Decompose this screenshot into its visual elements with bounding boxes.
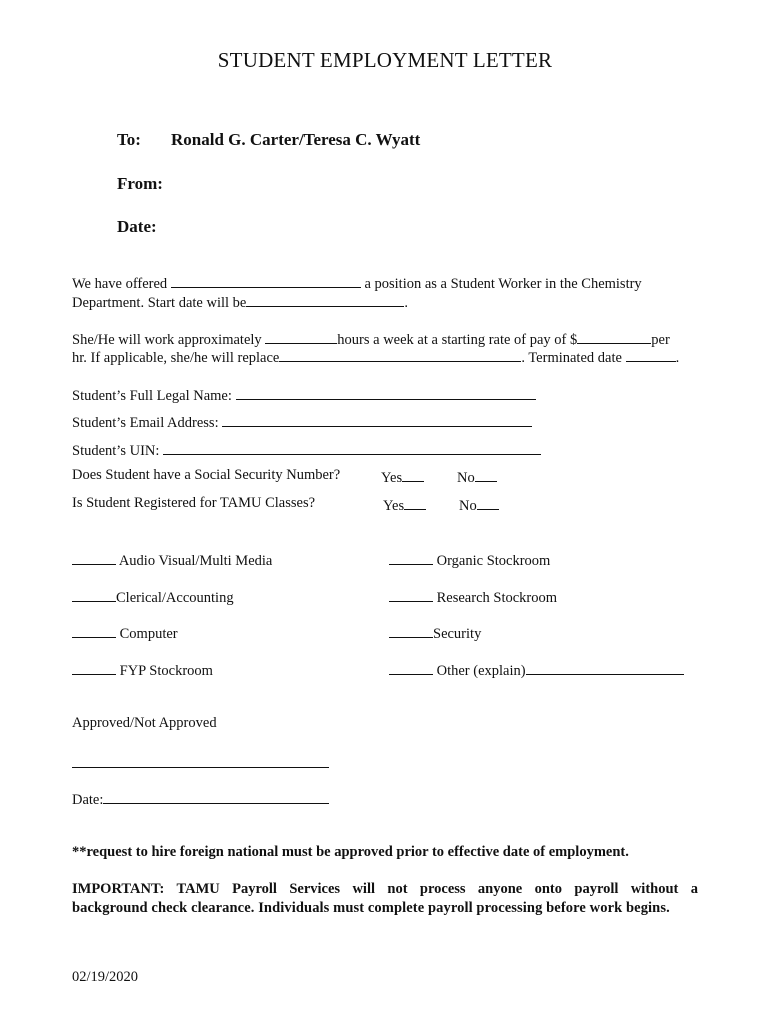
approval-date-row — [72, 789, 329, 809]
to-value: Ronald G. Carter/Teresa C. Wyatt — [171, 130, 421, 149]
hours-field[interactable] — [265, 329, 337, 344]
tamu-yes[interactable]: Yes — [383, 495, 426, 515]
position-other[interactable]: Other (explain) — [389, 660, 684, 680]
position-security[interactable]: Security — [389, 623, 481, 643]
name-field[interactable] — [236, 385, 536, 400]
date-label: Date: — [117, 217, 157, 236]
replace-line — [72, 347, 679, 367]
uin-row — [72, 440, 541, 460]
hours-text-b: hours a week at a starting rate of pay of $ — [337, 332, 578, 348]
important-note-line-2: background check clearance. Individuals must complete payroll processing before work begins. — [72, 900, 670, 916]
start-date-text: Department. Start date will be — [72, 295, 247, 311]
approval-signature-line[interactable] — [72, 767, 329, 768]
offer-text-b: a position as a Student Worker in the Chemistry — [364, 276, 642, 292]
name-row — [72, 385, 536, 405]
tamu-question: Is Student Registered for TAMU Classes? — [72, 495, 316, 511]
position-audio-visual[interactable]: Audio Visual/Multi Media — [72, 550, 272, 570]
ssn-no[interactable]: No — [457, 467, 497, 487]
offered-name-field[interactable] — [171, 273, 361, 288]
approval-label: Approved/Not Approved — [72, 715, 217, 731]
per-text: per — [651, 332, 670, 348]
hours-line — [72, 329, 670, 349]
hours-text-a: She/He will work approximately — [72, 332, 262, 348]
uin-field[interactable] — [163, 440, 541, 455]
page-title: STUDENT EMPLOYMENT LETTER — [217, 48, 553, 72]
approval-date-label: Date: — [72, 792, 104, 808]
pay-rate-field[interactable] — [577, 329, 651, 344]
period: . — [404, 295, 408, 311]
start-date-field[interactable] — [246, 292, 404, 307]
position-clerical[interactable]: Clerical/Accounting — [72, 587, 234, 607]
uin-label: Student’s UIN: — [72, 443, 160, 459]
foreign-national-note: **request to hire foreign national must be approved prior to effective date of employment. — [72, 844, 629, 860]
terminated-date-field[interactable] — [626, 347, 676, 362]
email-label: Student’s Email Address: — [72, 415, 219, 431]
email-field[interactable] — [222, 412, 532, 427]
to-label: To: — [117, 130, 141, 149]
period: . — [675, 350, 680, 366]
email-row — [72, 412, 532, 432]
other-explain-field[interactable] — [526, 660, 684, 675]
offer-line-2 — [72, 292, 408, 312]
position-organic-stockroom[interactable]: Organic Stockroom — [389, 550, 550, 570]
approval-date-field[interactable] — [103, 789, 329, 804]
replace-text: hr. If applicable, she/he will replace — [72, 350, 280, 366]
terminated-text: . Terminated date — [521, 350, 622, 366]
offer-line-1 — [72, 273, 642, 293]
offer-text-a: We have offered — [72, 276, 168, 292]
ssn-yes[interactable]: Yes — [381, 467, 424, 487]
replace-field[interactable] — [279, 347, 521, 362]
tamu-no[interactable]: No — [459, 495, 499, 515]
footer-date: 02/19/2020 — [72, 969, 139, 985]
important-note-line-1: IMPORTANT: TAMU Payroll Services will not process anyone onto payroll without a — [72, 881, 698, 897]
position-fyp-stockroom[interactable]: FYP Stockroom — [72, 660, 213, 680]
ssn-question: Does Student have a Social Security Number? — [72, 467, 341, 483]
position-research-stockroom[interactable]: Research Stockroom — [389, 587, 557, 607]
name-label: Student’s Full Legal Name: — [72, 388, 232, 404]
position-computer[interactable]: Computer — [72, 623, 178, 643]
from-label: From: — [117, 174, 163, 193]
